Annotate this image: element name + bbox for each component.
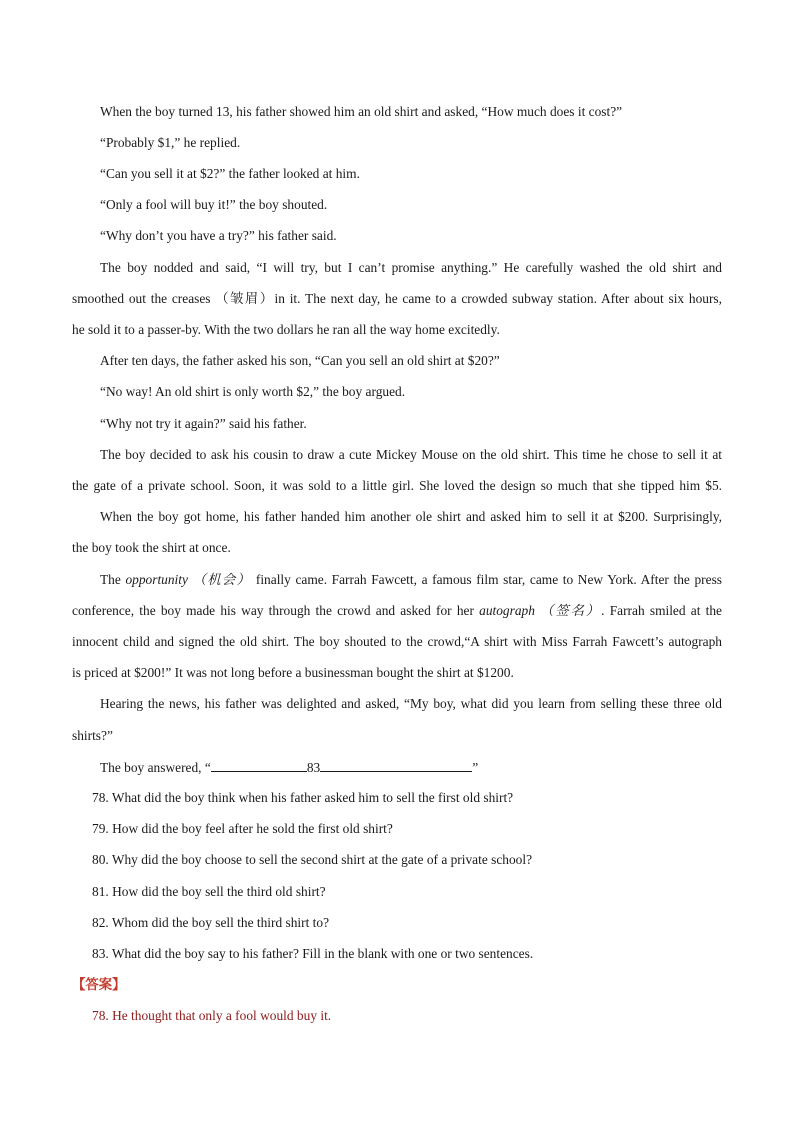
- question: 78. What did the boy think when his father asked him to sell the first old shirt?: [92, 790, 514, 805]
- story-line: is priced at $200!” It was not long before a businessman bought the shirt at $1200.: [72, 665, 514, 680]
- question: 80. Why did the boy choose to sell the second shirt at the gate of a private school?: [92, 852, 533, 867]
- text-run: The boy answered, “: [100, 760, 211, 775]
- question: 79. How did the boy feel after he sold the first old shirt?: [92, 821, 393, 836]
- story-line: The boy decided to ask his cousin to draw a cute Mickey Mouse on the old shirt. This time he chose to sell it at: [100, 447, 722, 462]
- text-run: . Farrah smiled at the: [601, 603, 723, 618]
- story-line: When the boy got home, his father handed him another ole shirt and asked him to sell it at $200. Surprisingly,: [100, 509, 722, 524]
- text-run: The: [100, 572, 126, 587]
- story-paragraph: When the boy turned 13, his father showed him an old shirt and asked, “How much does it cost?”: [100, 104, 623, 119]
- story-paragraph: “Probably $1,” he replied.: [100, 135, 241, 150]
- story-line: Hearing the news, his father was delighted and asked, “My boy, what did you learn from selling these three old: [100, 696, 722, 711]
- story-paragraph: “Why not try it again?” said his father.: [100, 416, 307, 431]
- question: 83. What did the boy say to his father? Fill in the blank with one or two sentences.: [92, 946, 534, 961]
- answer-blank[interactable]: [320, 758, 472, 772]
- story-paragraph: After ten days, the father asked his son, “Can you sell an old shirt at $20?”: [100, 353, 500, 368]
- question: 82. Whom did the boy sell the third shirt to?: [92, 915, 330, 930]
- story-line: smoothed out the creases （皱眉）in it. The next day, he came to a crowded subway station. After about six hours,: [72, 291, 722, 306]
- text-run: conference, the boy made his way through the crowd and asked for her: [72, 603, 480, 618]
- story-paragraph: “Why don’t you have a try?” his father said.: [100, 228, 337, 243]
- story-line: he sold it to a passer-by. With the two dollars he ran all the way home excitedly.: [72, 322, 500, 337]
- italic-gloss: （机会）: [192, 572, 252, 587]
- story-line: innocent child and signed the old shirt. The boy shouted to the crowd,“A shirt with Miss Farrah Fawcett’s autograph: [72, 634, 722, 649]
- blank-number: 83: [306, 760, 321, 775]
- story-line: the boy took the shirt at once.: [72, 540, 231, 555]
- story-line: [72, 602, 722, 620]
- answer-line: 78. He thought that only a fool would buy it.: [92, 1008, 332, 1023]
- story-line: [100, 571, 722, 589]
- story-paragraph: “Can you sell it at $2?” the father looked at him.: [100, 166, 360, 181]
- text-run: ”: [472, 760, 479, 775]
- italic-word: autograph: [479, 603, 535, 618]
- story-paragraph: “Only a fool will buy it!” the boy shouted.: [100, 197, 328, 212]
- answer-blank[interactable]: [211, 758, 307, 772]
- story-line: shirts?”: [72, 728, 113, 743]
- answer-heading: 【答案】: [72, 977, 126, 992]
- story-line: the gate of a private school. Soon, it was sold to a little girl. She loved the design so much that she tipped him $5.: [72, 478, 722, 493]
- text-run: finally came. Farrah Fawcett, a famous film star, came to New York. After the press: [255, 572, 722, 587]
- italic-gloss: （签名）: [540, 603, 602, 618]
- fill-in-blank-line: [100, 758, 722, 777]
- story-line: The boy nodded and said, “I will try, but I can’t promise anything.” He carefully washed the old shirt and: [100, 260, 722, 275]
- question: 81. How did the boy sell the third old shirt?: [92, 884, 326, 899]
- italic-word: opportunity: [125, 572, 188, 587]
- story-paragraph: “No way! An old shirt is only worth $2,” the boy argued.: [100, 384, 406, 399]
